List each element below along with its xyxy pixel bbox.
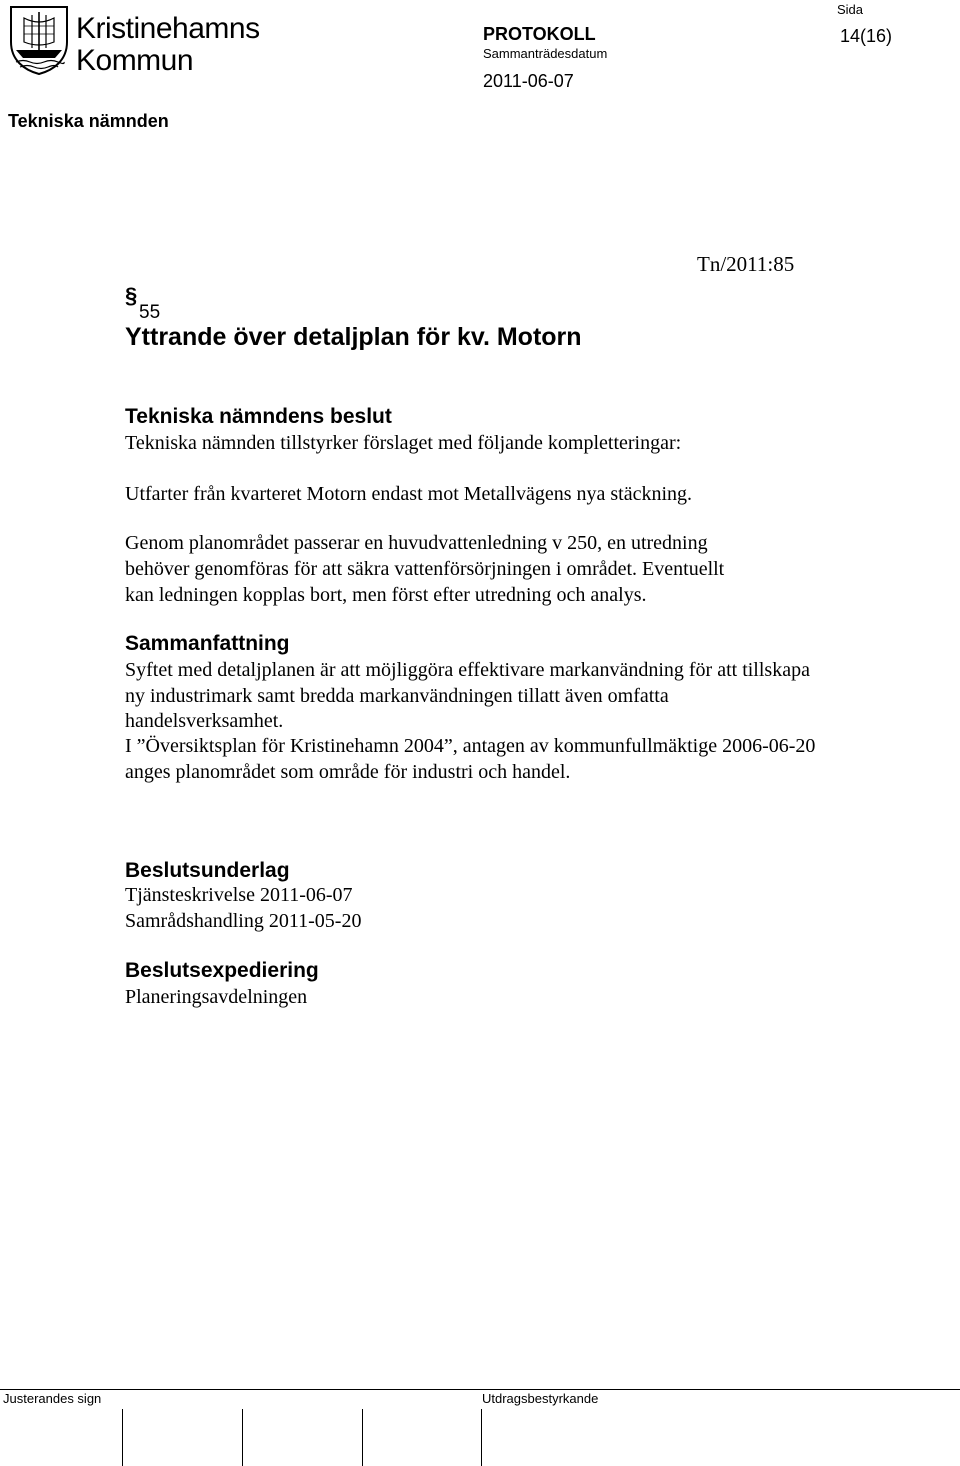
decision-point-2-line-3: kan ledningen kopplas bort, men först efter utredning och analys. [125, 584, 647, 606]
summary-line-2: ny industrimark samt bredda markanvändningen tillatt även omfatta [125, 685, 669, 707]
summary-line-4: I ”Översiktsplan för Kristinehamn 2004”, antagen av kommunfullmäktige 2006-06-20 [125, 735, 816, 757]
dispatch-recipient: Planeringsavdelningen [125, 986, 308, 1008]
basis-item-2: Samrådshandling 2011-05-20 [125, 910, 362, 932]
decision-point-1: Utfarter från kvarteret Motorn endast mot Metallvägens nya stäckning. [125, 483, 693, 505]
case-title: Yttrande över detaljplan för kv. Motorn [125, 323, 582, 351]
summary-line-1: Syftet med detaljplanen är att möjliggöra effektivare markanvändning för att tillskapa [125, 659, 810, 681]
extract-certification-label: Utdragsbestyrkande [482, 1391, 599, 1406]
summary-line-3: handelsverksamhet. [125, 710, 284, 732]
paragraph-number: 55 [139, 302, 161, 323]
committee-name: Tekniska nämnden [8, 111, 169, 131]
basis-heading: Beslutsunderlag [125, 859, 290, 882]
signature-box-divider [122, 1409, 123, 1466]
meeting-date-label: Sammanträdesdatum [483, 46, 608, 61]
ship-crest-icon [8, 4, 70, 76]
logo-line-1: Kristinehamns [76, 12, 260, 45]
signature-box-divider [481, 1409, 482, 1466]
decision-heading: Tekniska nämndens beslut [125, 405, 392, 428]
page-label: Sida [837, 2, 864, 17]
document-type: PROTOKOLL [483, 24, 596, 44]
case-reference: Tn/2011:85 [697, 252, 795, 276]
signature-box-divider [242, 1409, 243, 1466]
decision-point-2-line-2: behöver genomföras för att säkra vattenförsörjningen i området. Eventuellt [125, 558, 725, 580]
basis-item-1: Tjänsteskrivelse 2011-06-07 [125, 884, 353, 906]
municipality-logo [76, 14, 260, 78]
signature-box-divider [362, 1409, 363, 1466]
page-number: 14(16) [840, 26, 893, 46]
decision-intro: Tekniska nämnden tillstyrker förslaget med följande kompletteringar: [125, 432, 682, 454]
signature-label: Justerandes sign [3, 1391, 102, 1406]
summary-heading: Sammanfattning [125, 632, 290, 655]
dispatch-heading: Beslutsexpediering [125, 959, 319, 982]
logo-line-2: Kommun [76, 44, 194, 77]
paragraph-mark: § [125, 283, 138, 308]
footer-divider [0, 1389, 960, 1390]
summary-line-5: anges planområdet som område för industri och handel. [125, 761, 571, 783]
meeting-date: 2011-06-07 [483, 71, 574, 91]
decision-point-2-line-1: Genom planområdet passerar en huvudvattenledning v 250, en utredning [125, 532, 708, 554]
